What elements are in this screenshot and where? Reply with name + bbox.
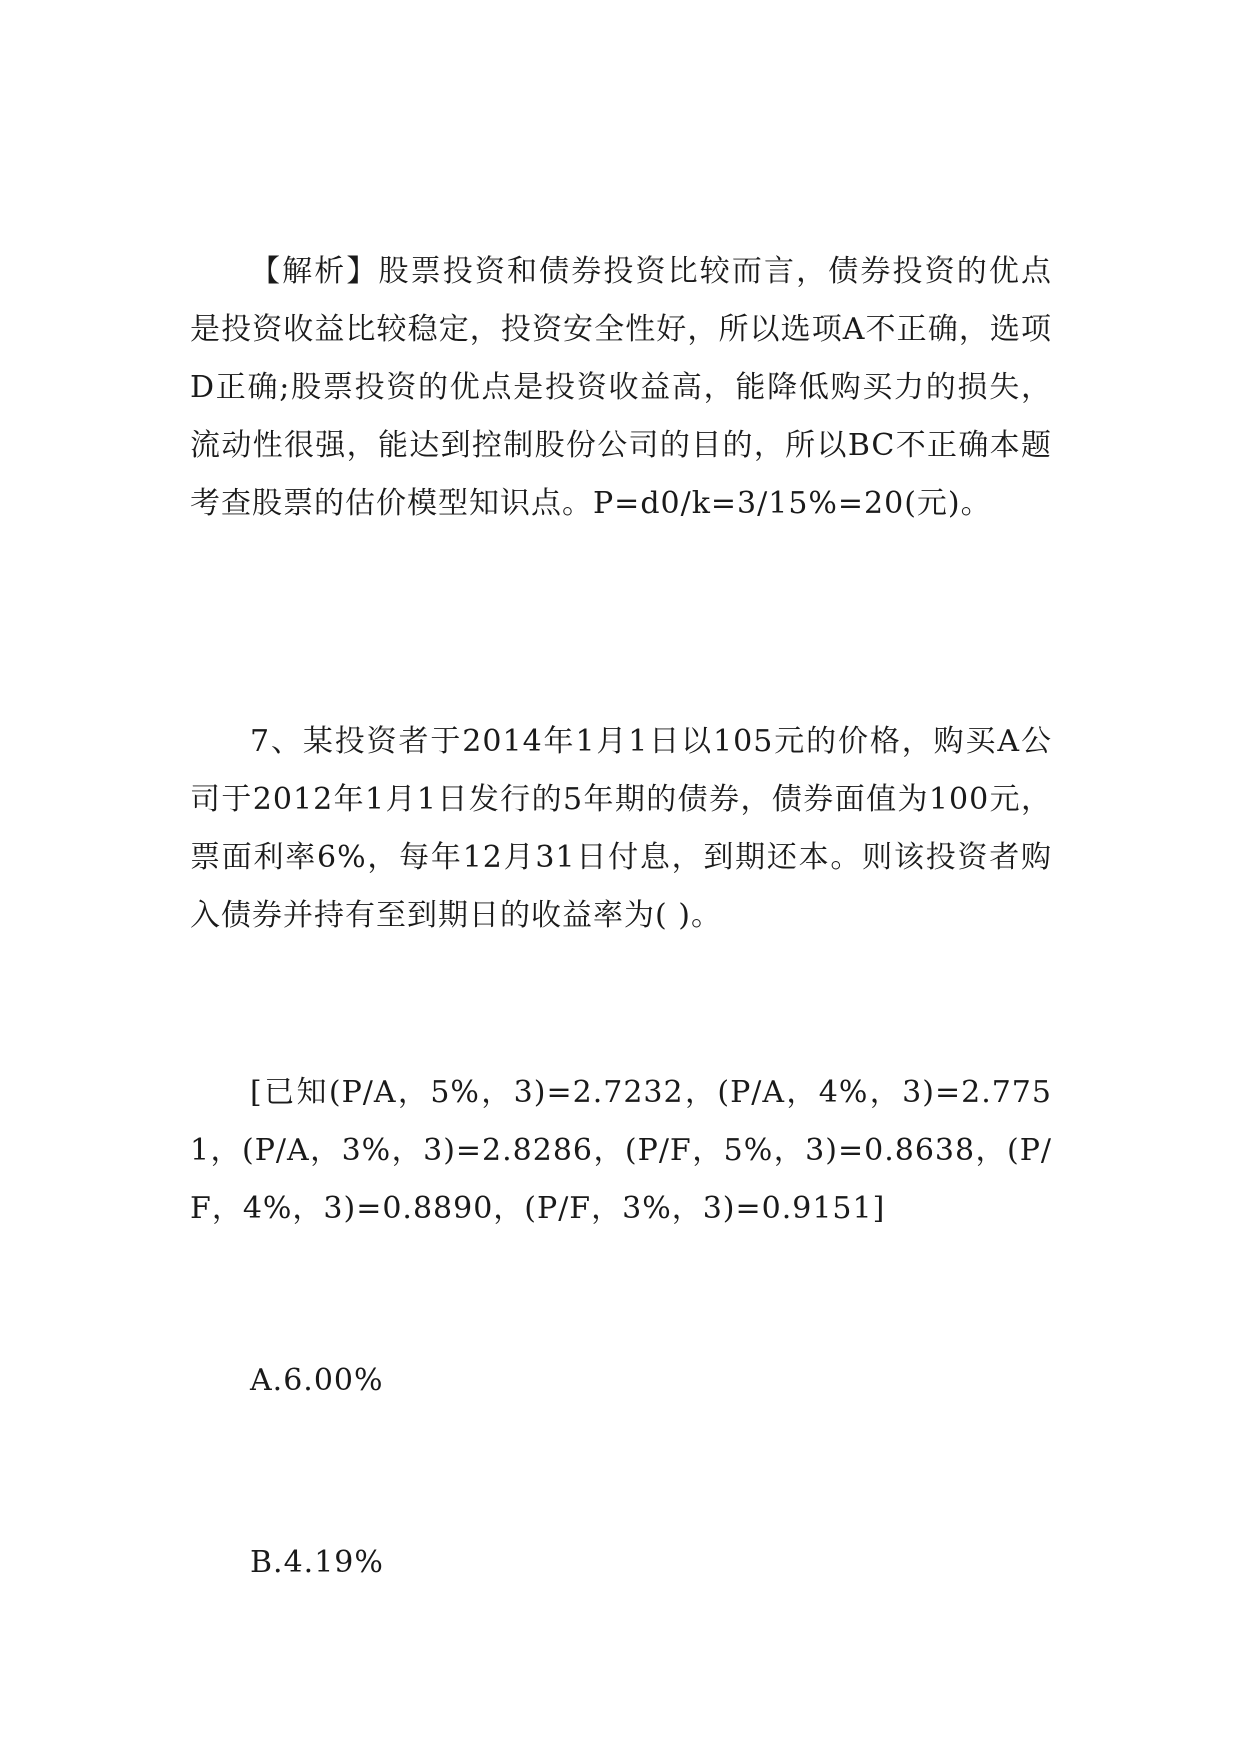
- option-a: A.6.00%: [250, 1363, 384, 1398]
- option-b: B.4.19%: [250, 1545, 384, 1580]
- analysis-paragraph: 【解析】股票投资和债券投资比较而言，债券投资的优点是投资收益比较稳定，投资安全性好，所以选项A不正确，选项D正确;股票投资的优点是投资收益高，能降低购买力的损失，流动性很强，能达到控制股份公司的目的，所以BC不正确本题考查股票的估价模型知识点。P=d0/k=3/15%=20(元)。: [190, 254, 1052, 521]
- given-values-paragraph: [已知(P/A，5%，3)=2.7232，(P/A，4%，3)=2.7751，(P/A，3%，3)=2.8286，(P/F，5%，3)=0.8638，(P/F，4%，3)=0.8890，(P/F，3%，3)=0.9151]: [190, 1075, 1052, 1226]
- question-paragraph: 7、某投资者于2014年1月1日以105元的价格，购买A公司于2012年1月1日发行的5年期的债券，债券面值为100元，票面利率6%，每年12月31日付息，到期还本。则该投资者购入债券并持有至到期日的收益率为( )。: [190, 724, 1052, 933]
